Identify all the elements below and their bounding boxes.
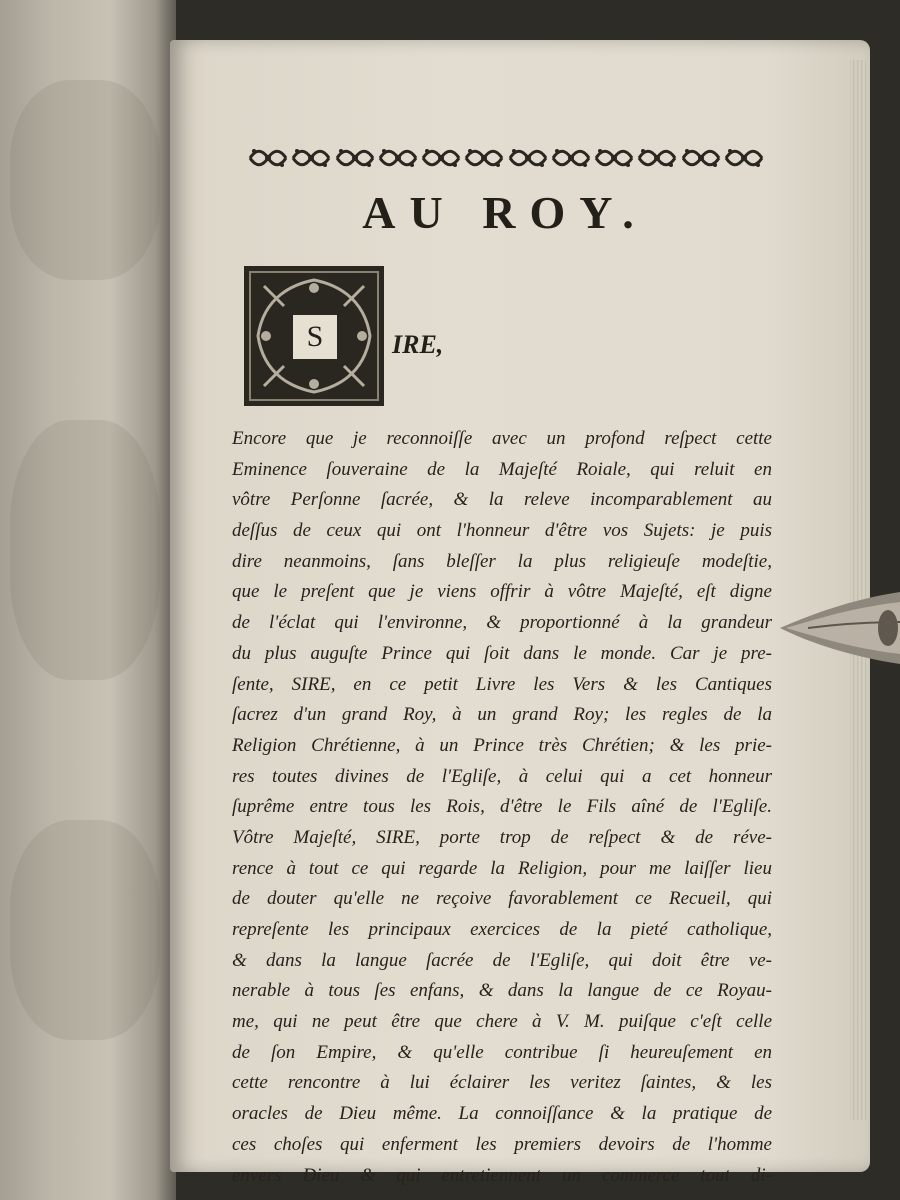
text-line: Eminence ſouveraine de la Majeſté Roiale, qui reluit en (232, 458, 772, 480)
page-title: AU ROY. (362, 187, 648, 238)
fleuron-ornament-icon (335, 147, 375, 169)
body-text (232, 424, 772, 1191)
fleuron-ornament-icon (464, 147, 504, 169)
text-line: ſacrez d'un grand Roy, à un grand Roy; les regles de la (232, 704, 772, 726)
text-line: cette rencontre à lui éclairer les veritez ſaintes, & les (232, 1072, 772, 1094)
text-line: Vôtre Majeſté, SIRE, porte trop de reſpect & de réve- (232, 826, 772, 848)
text-line: ſuprême entre tous les Rois, d'être le Fils aîné de l'Egliſe. (232, 796, 772, 818)
drop-cap-frame (244, 266, 384, 406)
salutation: IRE, (392, 330, 444, 359)
text-line: de ſon Empire, & qu'elle contribue ſi heureuſement en (232, 1041, 772, 1063)
drop-cap-letter: S (292, 314, 338, 360)
text-line: & dans la langue ſacrée de l'Egliſe, qui doit être ve- (232, 949, 772, 971)
text-line: oracles de Dieu même. La connoiſſance & la pratique de (232, 1103, 772, 1125)
text-line: ces choſes qui enferment les premiers devoirs de l'homme (232, 1133, 772, 1155)
pen-nib-pointer-icon (778, 592, 900, 664)
fleuron-ornament-icon (508, 147, 548, 169)
left-page (0, 0, 176, 1200)
page-edge (850, 60, 866, 1120)
left-page-stain (10, 420, 160, 680)
fleuron-ornament-icon (594, 147, 634, 169)
text-line: envers Dieu & qui entretiennent un commerce tout di- (232, 1164, 772, 1186)
fleuron-ornament-icon (421, 147, 461, 169)
text-line: que le preſent que je viens offrir à vôtre Majeſté, eſt digne (232, 581, 772, 603)
text-line: nerable à tous ſes enfans, & dans la langue de ce Royau- (232, 980, 772, 1002)
text-line: Encore que je reconnoiſſe avec un profond reſpect cette (232, 428, 772, 449)
text-line: ſente, SIRE, en ce petit Livre les Vers & les Cantiques (232, 673, 772, 695)
text-line: repreſente les principaux exercices de la pieté catholique, (232, 919, 772, 940)
left-page-stain (10, 80, 160, 280)
text-line: rence à tout ce qui regarde la Religion, pour me laiſſer lieu (232, 857, 772, 879)
fleuron-ornament-icon (551, 147, 591, 169)
ornament-band (248, 146, 764, 170)
fleuron-ornament-icon (724, 147, 764, 169)
fleuron-ornament-icon (291, 147, 331, 169)
fleuron-ornament-icon (637, 147, 677, 169)
fleuron-ornament-icon (378, 147, 418, 169)
text-line: de l'éclat qui l'environne, & proportionné à la grandeur (232, 612, 772, 634)
fleuron-ornament-icon (248, 147, 288, 169)
fleuron-ornament-icon (681, 147, 721, 169)
text-line: vôtre Perſonne ſacrée, & la releve incomparablement au (232, 489, 772, 511)
text-line: res toutes divines de l'Egliſe, à celui qui a cet honneur (232, 765, 772, 787)
text-line: dire neanmoins, ſans bleſſer la plus religieuſe modeſtie, (232, 550, 772, 572)
text-line: Religion Chrétienne, à un Prince très Chrétien; & les prie- (232, 734, 772, 756)
text-line: du plus auguſte Prince qui ſoit dans le monde. Car je pre- (232, 642, 772, 664)
text-line: deſſus de ceux qui ont l'honneur d'être vos Sujets: je puis (232, 520, 772, 542)
text-line: de douter qu'elle ne reçoive favorablement ce Recueil, qui (232, 888, 772, 910)
text-line: me, qui ne peut être que chere à V. M. puiſque c'eſt celle (232, 1011, 772, 1033)
left-page-stain (10, 820, 160, 1040)
